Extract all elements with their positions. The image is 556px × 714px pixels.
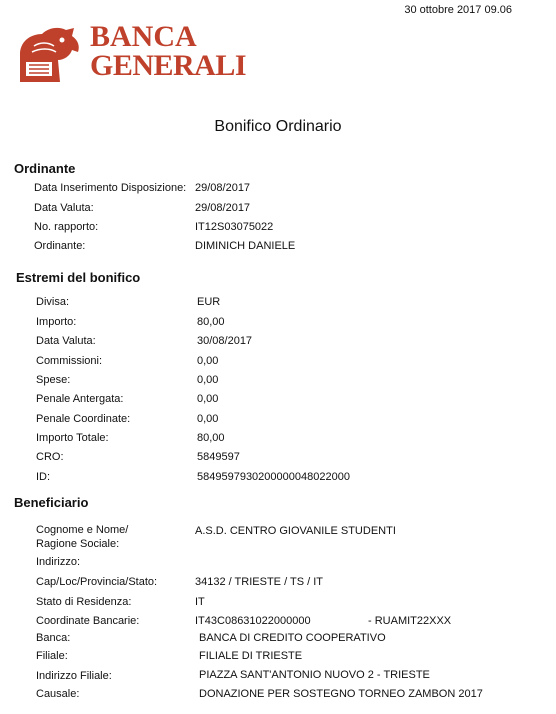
field-value: 5849597 [197, 451, 240, 463]
field-value: DIMINICH DANIELE [195, 240, 296, 252]
field-label: CRO: [36, 451, 64, 463]
field-label: Commissioni: [36, 355, 103, 367]
field-value: A.S.D. CENTRO GIOVANILE STUDENTI [195, 525, 396, 537]
field-label: No. rapporto: [34, 221, 99, 233]
field-label: Cap/Loc/Provincia/Stato: [36, 576, 158, 588]
brand-line-2: GENERALI [90, 49, 247, 82]
field-label: Filiale: [36, 650, 68, 662]
field-value: DONAZIONE PER SOSTEGNO TORNEO ZAMBON 2017 [199, 688, 483, 700]
field-label: Causale: [36, 688, 80, 700]
print-datetime: 30 ottobre 2017 09.06 [404, 4, 512, 16]
field-label: Indirizzo: [36, 556, 81, 568]
field-label: Importo: [36, 316, 77, 328]
field-value: 29/08/2017 [195, 182, 251, 194]
brand-line-1: BANCA [90, 20, 197, 53]
field-label: Importo Totale: [36, 432, 109, 444]
section-heading-ordinante: Ordinante [14, 161, 76, 176]
page-title: Bonifico Ordinario [214, 118, 342, 135]
field-value: 0,00 [197, 393, 219, 405]
field-value: 0,00 [197, 374, 219, 386]
field-value: 80,00 [197, 316, 225, 328]
field-value: 30/08/2017 [197, 335, 253, 347]
field-label: Coordinate Bancarie: [36, 615, 140, 627]
field-value: PIAZZA SANT'ANTONIO NUOVO 2 - TRIESTE [199, 669, 430, 681]
field-value: FILIALE DI TRIESTE [199, 650, 303, 662]
field-label: Ragione Sociale: [36, 538, 120, 550]
field-label: Ordinante: [34, 240, 86, 252]
field-value: IT12S03075022 [195, 221, 274, 233]
field-label: Indirizzo Filiale: [36, 670, 112, 682]
field-value: 29/08/2017 [195, 202, 251, 214]
field-label: Data Valuta: [34, 202, 94, 214]
field-value: 0,00 [197, 355, 219, 367]
field-label: Stato di Residenza: [36, 596, 132, 608]
field-value: 80,00 [197, 432, 225, 444]
field-label: Data Inserimento Disposizione: [34, 182, 187, 194]
field-label: Divisa: [36, 296, 70, 308]
field-value: 5849597930200000048022000 [197, 471, 350, 483]
bic-code: - RUAMIT22XXX [368, 615, 452, 627]
section-heading-beneficiario: Beneficiario [14, 495, 89, 510]
field-value: IT43C08631022000000 [195, 615, 311, 627]
banca-generali-logo [14, 20, 247, 88]
field-value: 34132 / TRIESTE / TS / IT [195, 576, 323, 588]
field-label: Cognome e Nome/ [36, 524, 129, 536]
field-label: Penale Coordinate: [36, 413, 131, 425]
field-value: 0,00 [197, 413, 219, 425]
field-label: ID: [36, 471, 51, 483]
brand-wordmark [90, 22, 246, 80]
field-value: IT [195, 596, 205, 608]
field-value: BANCA DI CREDITO COOPERATIVO [199, 632, 386, 644]
field-label: Banca: [36, 632, 71, 644]
field-label: Data Valuta: [36, 335, 96, 347]
lion-emblem-icon [14, 24, 84, 84]
field-label: Spese: [36, 374, 71, 386]
field-label: Penale Antergata: [36, 393, 124, 405]
section-heading-estremi: Estremi del bonifico [16, 270, 141, 285]
field-value: EUR [197, 296, 221, 308]
